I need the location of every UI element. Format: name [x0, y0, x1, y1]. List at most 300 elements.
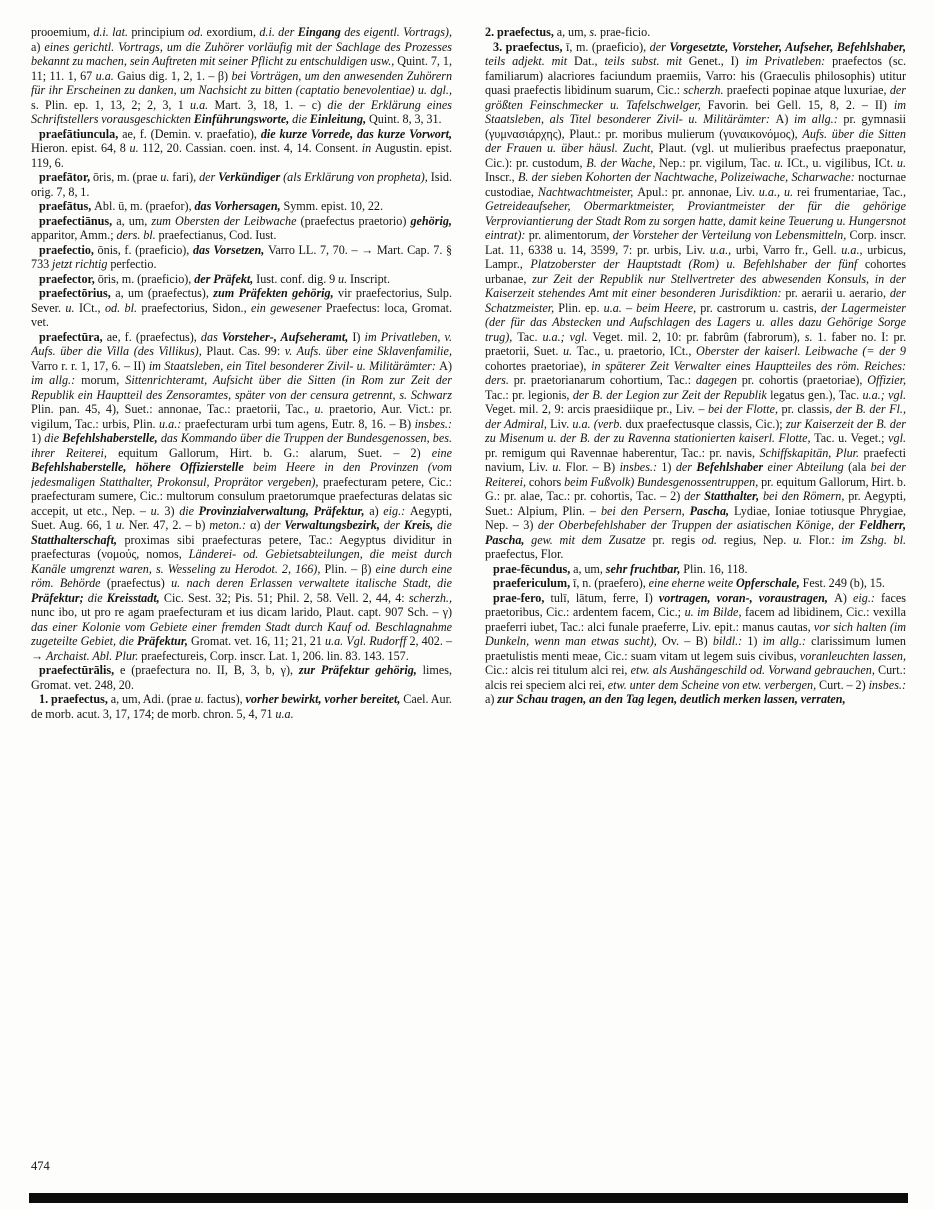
text-segment: dagegen [695, 373, 742, 387]
text-segment: Curt.: alcis rei speciem alci rei, [485, 663, 906, 692]
dictionary-entry [31, 663, 452, 692]
text-segment: Archaist. Abl. Plur. [45, 648, 142, 663]
text-segment: a, um, Adi. (prae [110, 692, 195, 706]
text-segment: e (praefectura no. II, B, 3, b, γ), [120, 663, 299, 677]
text-segment: pr. equitum Gallorum, Hirt. b. G.: pr. alae, Tac.: pr. cohortis, Tac. – 2) [485, 474, 906, 503]
text-segment: nocturnae custodiae, [485, 170, 906, 199]
text-segment: insbes.: [414, 416, 452, 431]
text-segment: zur Präfektur gehörig, [298, 663, 423, 677]
text-segment: u. im Bilde, [684, 605, 745, 619]
text-segment: factus), [206, 692, 246, 706]
text-segment: ōris, m. (prae [93, 170, 161, 184]
text-segment: zur Zeit der Republik nur Stellvertreter des abwesenden Konsuls, in der Kaiserzeit stehendes Amt mit einer besonderen Jurisdiktion: [485, 271, 906, 300]
page-bottom-bar [29, 1193, 908, 1203]
text-segment: s. [804, 329, 818, 344]
text-segment: Varro LL. 7, 70. – → Mart. Cap. 7. § 733 [31, 242, 453, 271]
text-segment: Tac.: pr. legionis, [485, 387, 573, 402]
text-segment: 2. praefectus, [485, 25, 557, 39]
text-segment: Plur. [835, 445, 864, 460]
text-segment: Apul.: pr. annonae, Liv. [637, 184, 759, 199]
text-segment: Quint. 8, 3, 31. [368, 112, 442, 126]
text-segment: u. [115, 518, 129, 532]
text-segment: u. [896, 155, 906, 170]
text-segment: teils adjekt. mit [485, 54, 574, 68]
text-segment: fari), [172, 170, 200, 184]
text-segment: pr. praetorianarum cohortium, Tac.: [513, 373, 696, 387]
text-segment: Vorgesetzte, Vorsteher, Aufseher, Befehlshaber, [669, 39, 906, 54]
text-segment: 3. praefectus, [493, 39, 567, 54]
dictionary-entry [31, 214, 452, 243]
dictionary-entry [485, 576, 906, 591]
text-segment: s. Plin. ep. 1, 13, 2; 2, 3, 1 [31, 97, 190, 112]
text-segment: praefericulum, [493, 576, 574, 590]
text-segment: A) [439, 358, 452, 373]
text-segment: nunc ibo, ut pro re agam praefecturam et ius dicam larido, Plaut. capt. 907 Sch. – γ) [31, 605, 452, 619]
text-segment: sehr fruchtbar, [605, 561, 684, 576]
text-segment: u. [160, 170, 173, 184]
text-segment: Plaut. Cas. 99: [206, 344, 285, 358]
text-segment: praefecti navium, Liv. [485, 445, 906, 474]
text-segment: Einführungsworte, [193, 112, 293, 126]
text-segment: Cic.: alcis rei titulum alci rei, [485, 663, 631, 677]
text-segment: praefectūrālis, [39, 663, 121, 677]
text-segment: Einleitung, [309, 112, 369, 126]
text-segment: Liv. [550, 416, 573, 431]
text-segment: scherzh. [683, 83, 727, 97]
text-segment: Abl. ū, m. (praefor), [94, 199, 195, 213]
text-segment: u.a. – beim Heere, [603, 300, 701, 315]
text-segment: tulī, lātum, ferre, I) [550, 590, 659, 605]
text-segment: gew. mit dem Zusatze [531, 532, 653, 547]
text-segment: Gaius dig. 1, 2, 1. – β) [117, 68, 232, 83]
text-segment: bildl.: [712, 634, 748, 648]
text-segment: Präfektur; [31, 590, 88, 605]
text-segment: apparitor, Amm.; [31, 228, 117, 242]
text-segment: im Zshg. bl. [841, 532, 906, 547]
text-segment: u.a., [709, 242, 736, 257]
text-segment: A) [834, 590, 854, 605]
text-segment: 1. faber no. I: pr. praetorii, Suet. [485, 329, 906, 358]
text-segment: praefecturam petere, Cic.: praefecturam sumere, Cic.: multorum consulum praetorumque praefecturas delatas sic accepit, ut etc., Nep. – [31, 474, 452, 518]
text-segment: principium [131, 25, 188, 39]
text-segment: Favorin. bei Gell. 15, 8, 2. – II) [707, 97, 894, 112]
text-segment: eines gerichtl. Vortrags, um die Zuhörer vorläufig mit der Sachlage des Prozesses bekannt zu machen, sein Auftreten mit seiner Pflicht zu entschuldigen usw., [31, 39, 452, 68]
text-segment: u.a. (verb. [572, 416, 626, 431]
text-segment: dux praefectusque classis, Cic.); [625, 416, 786, 431]
text-segment: facem ad libidinem, Cic.: vexilla praeferri iubet, Tac.: alci funale praeferre, Liv. epit.: manus cautas, [485, 605, 906, 634]
text-segment: Schiffskapitän, [759, 445, 836, 460]
text-segment: praetorio, Aur. Vict.: pr. vigilum, Tac.: urbis, Plin. [31, 402, 452, 431]
text-segment: eig.: [383, 503, 410, 518]
text-segment: u.a. Vgl. Rudorff [325, 634, 410, 648]
text-segment: einer Abteilung [767, 460, 849, 474]
text-segment: der [199, 170, 219, 184]
text-segment: etw. unter dem Scheine von etw. verbergen, [607, 677, 820, 692]
text-segment: Mart. 3, 18, 1. – c) [214, 97, 328, 112]
text-segment: praefectos (sc. familiarum) alacriores faciundum praemiis, Varro: his (Graeculis philosophis) utitur quasi praefectis libidinum suarum, Cic.: [485, 54, 906, 97]
text-segment: der [684, 489, 705, 503]
left-column [31, 25, 452, 721]
text-segment: der Vorsteher der Verteilung von Lebensmitteln, [612, 228, 850, 242]
text-segment: u. [194, 692, 207, 706]
text-segment: im allg.: [762, 634, 812, 648]
text-segment: u. [150, 503, 165, 518]
text-segment: u. [129, 141, 143, 155]
text-segment: im allg.: [31, 373, 82, 387]
text-segment: ōnis, f. (praeficio), [97, 242, 193, 257]
text-segment: pr. gymnasii (γυμνασιάρχης), Plaut.: pr. moribus mulierum (γυναικονόμος), [485, 112, 906, 141]
text-segment: der [675, 460, 697, 474]
text-segment: u. [562, 344, 577, 358]
text-segment: Inscr., [485, 170, 518, 184]
text-segment: Cic. Sest. 32; Pis. 51; Phil. 2, 58. Vell. 2, 44, 4: [163, 590, 409, 605]
text-segment: Flor.: [808, 532, 842, 547]
text-segment: Cael. Aur. de morb. acut. 3, 17, 174; de morb. chron. 5, 4, 71 [31, 692, 452, 721]
text-segment: proximas sibi praefecturas petere, Tac.: Aegyptus dividitur in praefecturas (νομούς, nomos, [31, 532, 452, 561]
text-segment: Plin. pan. 45, 4), Suet.: annonae, Tac.: praetorii, Tac., [31, 402, 315, 416]
text-segment: 1) [747, 634, 763, 648]
text-segment: eine eherne weite [648, 576, 737, 590]
text-segment: Curt. – 2) [819, 677, 869, 692]
text-segment: praefectiānus, [39, 213, 117, 228]
text-segment: Statthalterschaft, [31, 532, 125, 547]
text-segment: das einer Kolonie vom Gebiete einer fremden Stadt durch Kauf od. Beschlagnahme zugeteilte Gebiet, die [31, 619, 452, 648]
text-segment: u. [338, 271, 350, 286]
text-segment: das Vorhersagen, [194, 199, 284, 213]
text-segment: eine durch eine röm. Behörde [31, 561, 452, 590]
page-number: 474 [31, 1159, 50, 1173]
text-segment: v. Aufs. über eine Sklavenfamilie, [284, 344, 452, 358]
text-segment: insbes.: [868, 677, 906, 692]
text-segment: praefectianus, Cod. Iust. [158, 228, 277, 242]
text-segment: der größten Feinschmecker u. Tafelschwelger, [485, 83, 906, 112]
text-segment: B. der sieben Kohorten der Nachtwache, Polizeiwache, Scharwache: [517, 170, 859, 184]
text-segment: vgl. [888, 431, 906, 445]
text-segment: zur Schau tragen, an den Tag legen, deutlich merken lassen, verraten, [497, 692, 846, 706]
text-segment: des eigentl. Vortrags), [340, 25, 452, 39]
dictionary-entry [31, 25, 452, 127]
text-segment: Kreis, [403, 518, 438, 532]
text-segment: I) [352, 329, 365, 344]
text-segment: etw. als Aushängeschild od. Vorwand gebrauchen, [630, 663, 878, 677]
text-segment: s. [589, 25, 601, 39]
text-segment: die [292, 112, 310, 126]
text-segment: Provinzialverwaltung, Präfektur, [198, 503, 370, 518]
text-segment: rei frumentariae, Tac., [797, 184, 906, 199]
text-segment: Veget. mil. 2, 10: pr. fabrûm (fabrorum), [592, 329, 805, 344]
text-segment: u.a. [275, 706, 294, 721]
text-segment: 1. praefectus, [39, 692, 111, 706]
text-segment: a, um, [116, 213, 152, 228]
text-segment: pr. remigum qui Ravennae haberentur, Tac.: pr. navis, [485, 445, 760, 460]
text-segment: die der Erklärung eines Schriftstellers vorausgeschickten [31, 97, 452, 126]
text-segment: (ala [848, 460, 871, 474]
text-segment: ein gewesener [251, 300, 326, 315]
text-segment: scherzh., [408, 590, 452, 605]
text-segment: Inscript. [349, 271, 391, 286]
text-segment: zum Präfekten gehörig, [213, 286, 339, 300]
right-column [485, 25, 906, 721]
text-segment: Tac. u. Veget.; [814, 431, 889, 445]
text-segment: Präfektur, [136, 634, 191, 648]
text-segment: urbi, Varro fr., Gell. [735, 242, 842, 257]
text-segment: bei der Flotte, [707, 402, 782, 416]
text-segment: im Privatleben: [745, 54, 833, 68]
text-segment: u.a. [95, 68, 118, 83]
text-segment: Symm. epist. 10, 22. [283, 199, 384, 213]
text-segment: ōris, m. (praeficio), [97, 271, 195, 286]
text-segment: praefātor, [39, 170, 94, 184]
text-segment: bei der Reiterei, [485, 460, 906, 489]
text-segment: d.i. der [259, 25, 298, 39]
text-segment: perfectio. [110, 257, 157, 271]
text-segment: vor sich halten (im Dunkeln, wenn man etwas sucht), [485, 619, 906, 648]
text-segment: beim Heere in den Provinzen (vom jedesmaligen Statthalter, Prokonsul, Proprätor vergeben), [31, 460, 452, 489]
text-segment: die [44, 431, 63, 445]
text-segment: (als Erklärung von propheta), [283, 170, 431, 184]
text-segment: im Staatsleben, als Titel besonderer Zivil- u. Militärämter: [485, 97, 906, 126]
text-segment: u.a.; vgl. [542, 329, 593, 344]
text-segment: a) [31, 39, 45, 54]
text-segment: eine [431, 445, 453, 460]
text-segment: 1) [31, 431, 45, 445]
text-columns [31, 25, 906, 721]
text-segment: Offizier, [867, 373, 906, 387]
text-segment: u. nach deren Erlassen verwaltete italische Stadt, die [171, 576, 452, 590]
text-segment: 2, 402. – → [31, 634, 453, 663]
text-segment: der Präfekt, [194, 271, 257, 286]
text-segment: ī, n. (praefero), [573, 576, 649, 590]
text-segment: ICt., u. vigilibus, ICt. [787, 155, 897, 170]
text-segment: u.a., [841, 242, 868, 257]
text-segment: das [200, 329, 222, 344]
text-segment: a) [485, 692, 498, 706]
text-segment: Dat., [573, 54, 605, 68]
text-segment: praefectūra, [39, 329, 107, 344]
text-segment: prae-fēcundus, [493, 561, 574, 576]
text-segment: die [179, 503, 199, 518]
text-segment: cohortes praetoriae), [485, 358, 592, 373]
text-segment: Genet., I) [688, 54, 746, 68]
text-segment: a, um, [556, 25, 590, 39]
text-segment: eig.: [853, 590, 882, 605]
text-segment: Befehlshaber [696, 460, 768, 474]
text-segment: Aufs. über die Sitten der Frauen u. über häusl. Zucht, [485, 126, 906, 155]
text-segment: u.a. [190, 97, 215, 112]
text-segment: clarissimum lumen praetulistis menti meae, Cic.: suam vitam ut legem suis civibus, [485, 634, 906, 663]
text-segment: praefectorius, Sidon., [141, 300, 252, 315]
text-segment: Getreideaufseher, Obermarktmeister, Proviantmeister der für die gehörige Verproviantierung der Stadt Rom zu sorgen hatte, damit keine Teuerung u. Hungersnot eintrat): [485, 199, 906, 242]
dictionary-entry [485, 591, 906, 707]
text-segment: zur Kaiserzeit der B. der zu Misenum u. der B. der zu Ravenna stationierten kaiserl. Flotte, [485, 416, 906, 445]
text-segment: Hieron. epist. 64, 8 [31, 141, 130, 155]
text-segment: praefātiuncula, [39, 126, 123, 141]
text-segment: Eingang [297, 25, 341, 39]
text-segment: Plaut. (vgl. ut mulieribus praefectus praeponatur, Cic.): pr. custodum, [485, 141, 906, 170]
dictionary-entry [31, 692, 452, 721]
text-segment: im Staatsleben, ein Titel besonderer Zivil- u. Militärämter: [148, 358, 440, 373]
dictionary-entry [31, 199, 452, 214]
text-segment: Pascha, [689, 503, 735, 518]
dictionary-entry [31, 243, 452, 272]
text-segment: u. [552, 460, 566, 474]
text-segment: od. [701, 532, 724, 547]
text-segment: voranleuchten lassen, [799, 648, 906, 663]
text-segment: insbes.: [619, 460, 662, 474]
text-segment: Sittenrichteramt, Aufsicht über die Sitten (in Rom zur Zeit der Republik ein Hauptteil des Zensoramtes, später von der censura getrennt, s. Schwarz [31, 373, 452, 402]
text-segment: Oberster der kaiserl. Leibwache [695, 344, 863, 358]
text-segment: prooemium, [31, 25, 94, 39]
text-segment: ICt., [78, 300, 105, 315]
text-segment: Befehlshaberstelle, höhere Offizierstelle [31, 460, 254, 474]
text-segment: praefecti popinae atque luxuriae, [726, 83, 890, 97]
text-segment: der B. der Legion zur Zeit der Republik [572, 387, 771, 402]
text-segment: B. der Wache, [586, 155, 660, 170]
text-segment: Opferschale, [736, 576, 803, 590]
text-segment: das Kommando über die Truppen der Bundesgenossen, bes. ihrer Reiterei, [31, 431, 452, 460]
text-segment: beim Fußvolk) Bundesgenossentruppen, [564, 474, 762, 489]
text-segment: Länderei- od. Gebietsabteilungen, die meist durch Kanäle umgrenzt waren, s. Wesseling zu Herodot. 2, 166), [31, 547, 453, 576]
text-segment: Flor. – B) [565, 460, 620, 474]
text-segment: meton.: [209, 518, 250, 532]
text-segment: exordium, [206, 25, 260, 39]
text-segment: die kurze Vorrede, das kurze Vorwort, [260, 126, 452, 141]
text-segment: Verkündiger [218, 170, 284, 184]
text-segment: urbicus, Lampr., [485, 242, 906, 271]
text-segment: Ner. 47, 2. – b) [128, 518, 210, 532]
text-segment: legatus gen.), Tac. [770, 387, 863, 402]
text-segment: Nachtwachtmeister, [537, 184, 638, 199]
text-segment: der [264, 518, 285, 532]
text-segment: morum, [81, 373, 126, 387]
text-segment: prae-ficio. [600, 25, 651, 39]
text-segment: der Schatzmeister, [485, 286, 906, 315]
text-segment: limes, Gromat. vet. 248, 20. [31, 663, 452, 692]
text-segment: der B. der Fl., der Admiral, [485, 402, 906, 431]
text-segment: Nep.: pr. vigilum, Tac. [659, 155, 775, 170]
text-segment: prae-fero, [493, 590, 551, 605]
text-segment: pr. classis, [781, 402, 836, 416]
text-segment: pr. castrorum u. castris, [700, 300, 821, 315]
text-segment: d.i. lat. [93, 25, 132, 39]
text-segment: 112, 20. Cassian. coen. inst. 4, 14. Consent. [142, 141, 362, 155]
text-segment: Praefectus: loca, Gromat. vet. [31, 300, 453, 329]
text-segment: u.a.; vgl. [862, 387, 906, 402]
text-segment: jetzt richtig [52, 257, 111, 271]
text-segment: u.a.: [159, 416, 185, 431]
text-segment: od. [187, 25, 207, 39]
text-segment: faces praetoribus, Cic.: ardentem facem, Cic.; [485, 590, 906, 619]
text-segment: u.a., u. [758, 184, 798, 199]
text-segment: u. [774, 155, 788, 170]
text-segment: zum Obersten der Leibwache [151, 213, 301, 228]
text-segment: im allg.: [794, 112, 844, 126]
text-segment: regius, Nep. [723, 532, 793, 547]
text-segment: Corp. inscr. Lat. 11, 6338 u. 14, 3599, 7: pr. urbis, Liv. [485, 228, 906, 257]
text-segment: ders. bl. [116, 228, 159, 242]
text-segment: Befehlshaberstelle, [62, 431, 161, 445]
text-segment: u. [314, 402, 330, 416]
text-segment: Plin. – β) [324, 561, 376, 576]
text-segment: A) [775, 112, 794, 126]
dictionary-entry [31, 272, 452, 287]
text-segment: im Privatleben, v. Aufs. über die Villa (des Villikus), [31, 329, 453, 358]
text-segment: Fest. 249 (b), 15. [802, 576, 885, 590]
text-segment: Lydiae, Ioniae totiusque Phrygiae, Nep. – 3) [485, 503, 906, 532]
text-segment: Statthalter, [704, 489, 763, 503]
text-segment: od. bl. [104, 300, 142, 315]
text-segment: Feldherr, Pascha, [485, 518, 906, 547]
dictionary-entry [485, 40, 906, 562]
text-segment: Veget. mil. 2, 9: arcis praesidiique pr., Liv. – [485, 402, 708, 416]
text-segment: Quint. 7, 1, 11; 11. 1, 67 [31, 54, 452, 83]
dictionary-entry [31, 170, 452, 199]
dictionary-entry [31, 286, 452, 330]
text-segment: Kreisstadt, [106, 590, 164, 605]
text-segment: Varro r. r. 1, 17, 6. – II) [31, 358, 149, 373]
text-segment: das Vorsetzen, [192, 242, 268, 257]
text-segment: Augustin. epist. 119, 6. [31, 141, 452, 170]
text-segment: pr. alimentorum, [528, 228, 613, 242]
text-segment: bei den Persern, [600, 503, 690, 518]
text-segment: praefātus, [39, 199, 95, 213]
text-segment: (praefectus) [106, 576, 172, 590]
text-segment: u. [792, 532, 809, 547]
text-segment: Ov. – B) [661, 634, 713, 648]
text-segment: Isid. orig. 7, 8, 1. [31, 170, 452, 199]
text-segment: Aegypti, Suet. Aug. 66, 1 [31, 503, 453, 532]
text-segment: praefectōrius, [39, 286, 116, 300]
text-segment: pr. Aegypti, Suet.: Alpium, Plin. – [485, 489, 906, 518]
text-segment: Tac. [517, 329, 543, 344]
text-segment: teils subst. mit [604, 54, 689, 68]
text-segment: die [87, 590, 107, 605]
text-segment: cohors [528, 474, 565, 489]
text-segment: a, um, [573, 561, 606, 576]
text-segment: praefector, [39, 271, 98, 286]
text-segment: a) [369, 503, 384, 518]
text-segment: Gromat. vet. 16, 11; 21, 21 [191, 634, 325, 648]
text-segment: 1) [661, 460, 676, 474]
text-segment: in späterer Zeit Verwalter eines Hauptteiles des röm. Reiches: ders. [485, 358, 906, 387]
text-segment: u. [65, 300, 79, 315]
text-segment: Iust. conf. dig. 9 [256, 271, 338, 286]
text-segment: der [383, 518, 404, 532]
text-segment: equitum Gallorum, Hirt. b. G.: alarum, Suet. – 2) [118, 445, 432, 460]
text-segment: vortragen, voran-, voraustragen, [658, 590, 835, 605]
dictionary-entry [31, 127, 452, 171]
text-segment: praefectio, [39, 242, 98, 257]
text-segment: ae, f. (Demin. v. praefatio), [122, 126, 261, 141]
text-segment: in [361, 141, 375, 155]
text-segment: (praefectus praetorio) [300, 213, 411, 228]
text-segment: der [649, 39, 670, 54]
text-segment: 3) [164, 503, 180, 518]
text-segment: praefectus, Flor. [485, 547, 564, 561]
text-segment: bei Vorträgen, um den anwesenden Zuhörern für ihr Erscheinen zu danken, um Nachsicht zu bitten (captatio benevolentiae) u. dgl., [31, 68, 453, 97]
text-segment: Verwaltungsbezirk, [284, 518, 384, 532]
text-segment: ī, m. (praeficio), [566, 39, 650, 54]
text-segment: pr. cohortis (praetoriae), [741, 373, 868, 387]
text-segment: Platzoberster der Hauptstadt (Rom) u. Befehlshaber der fünf [530, 257, 865, 271]
text-segment: pr. regis [652, 532, 702, 547]
text-segment: praefecturam urbi tum agens, Eutr. 8, 16. – B) [184, 416, 415, 431]
text-segment: α) [249, 518, 265, 532]
text-segment: ae, f. (praefectus), [106, 329, 201, 344]
text-segment: Tac., u. praetorio, ICt., [576, 344, 696, 358]
text-segment: der Lagermeister (der für das Abstecken und Aufschlagen des Lagers u. alles dazu Gehörige Sorge trug), [485, 300, 906, 344]
text-segment: Plin. 16, 118. [683, 561, 748, 576]
